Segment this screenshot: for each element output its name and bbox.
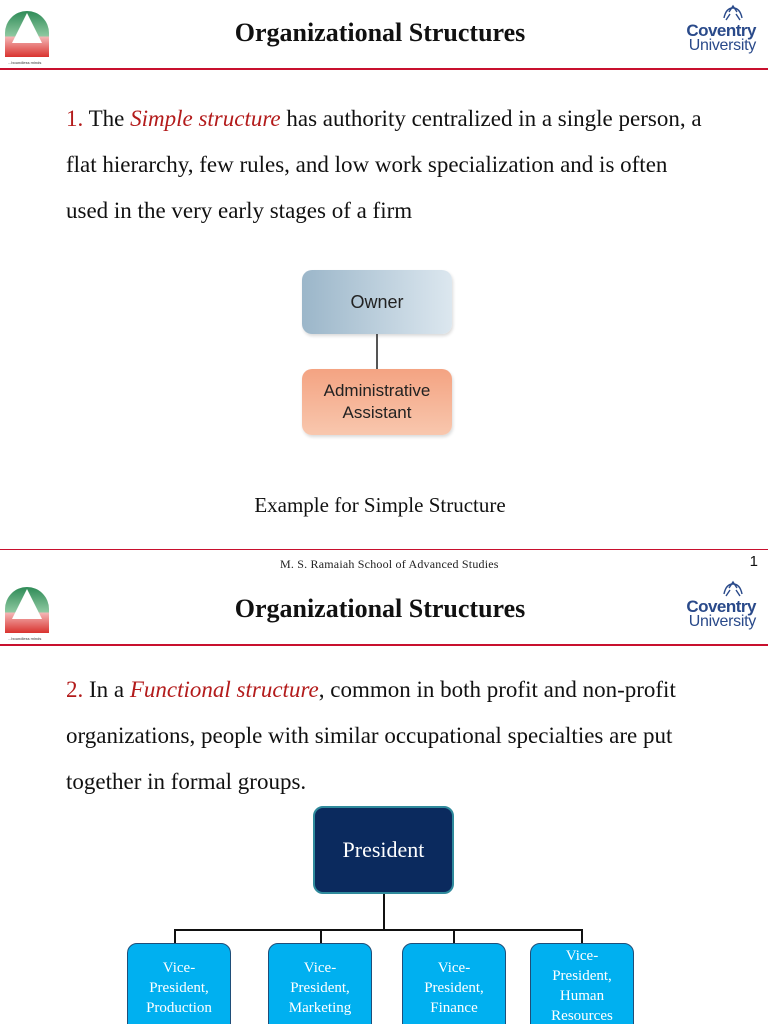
msrsas-logo [2,579,52,641]
coventry-logo [678,580,756,634]
logo-caption: ...boundless minds [8,636,42,641]
org-connector-vertical [383,894,385,930]
slide-title: Organizational Structures [234,18,526,47]
vp-human-resources-box [530,943,634,1024]
org-connector-drop [174,929,176,943]
owner-box: Owner [302,270,452,334]
vp-marketing-box [268,943,372,1024]
vp-line: Production [146,1000,212,1016]
university-word: University [688,37,756,54]
page-number: 1 [749,553,758,570]
item-number: 1. [66,106,84,131]
coventry-word: Coventry [686,21,756,40]
logo-caption: ...boundless minds [8,60,42,65]
org-connector-horizontal [174,929,582,931]
footer-text: M. S. Ramaiah School of Advanced Studies [280,557,499,571]
emphasis-term: Functional structure [129,677,319,702]
vp-line: President, [290,980,350,996]
slide-2 [0,576,768,1024]
header-rule [0,644,768,646]
vp-finance-box [402,943,506,1024]
footer-divider [0,549,768,550]
coventry-logo [678,4,756,58]
assistant-box [302,369,452,435]
org-connector-drop [320,929,322,943]
vp-production-box [127,943,231,1024]
slide-header [0,0,768,70]
body-paragraph [66,667,706,805]
body-text-start: The [83,106,131,131]
vp-line: Vice- [303,960,337,976]
vp-line: President, [552,968,612,984]
vp-line: President, [149,980,209,996]
org-connector-drop [581,929,583,943]
emphasis-term: Simple structure [130,106,281,131]
vp-line: Resources [551,1008,613,1024]
coventry-word: Coventry [686,597,756,616]
body-text-start: In a [83,677,130,702]
slide-header [0,576,768,646]
vp-line: Vice- [437,960,471,976]
connector-line [376,334,378,369]
slide-title: Organizational Structures [234,594,526,623]
assistant-line-2: Assistant [342,403,412,422]
msrsas-logo [2,3,52,65]
university-word: University [688,613,756,630]
president-box: President [313,806,454,894]
body-text-rest: , common in both profit and non-profit organizations, people with similar occupational specialties are put together in formal groups. [66,677,676,794]
diagram-caption: Example for Simple Structure [254,493,506,517]
item-number: 2. [66,677,84,702]
assistant-line-1: Administrative [323,381,431,400]
body-text-rest: has authority centralized in a single person, a flat hierarchy, few rules, and low work specialization and is often used in the very early stages of a firm [66,106,702,223]
vp-line: Vice- [565,948,599,964]
vp-line: President, [424,980,484,996]
vp-line: Human [559,988,605,1004]
org-connector-drop [453,929,455,943]
body-paragraph [66,96,706,234]
vp-line: Vice- [162,960,196,976]
vp-line: Finance [430,1000,478,1016]
vp-line: Marketing [288,1000,352,1016]
header-rule [0,68,768,70]
